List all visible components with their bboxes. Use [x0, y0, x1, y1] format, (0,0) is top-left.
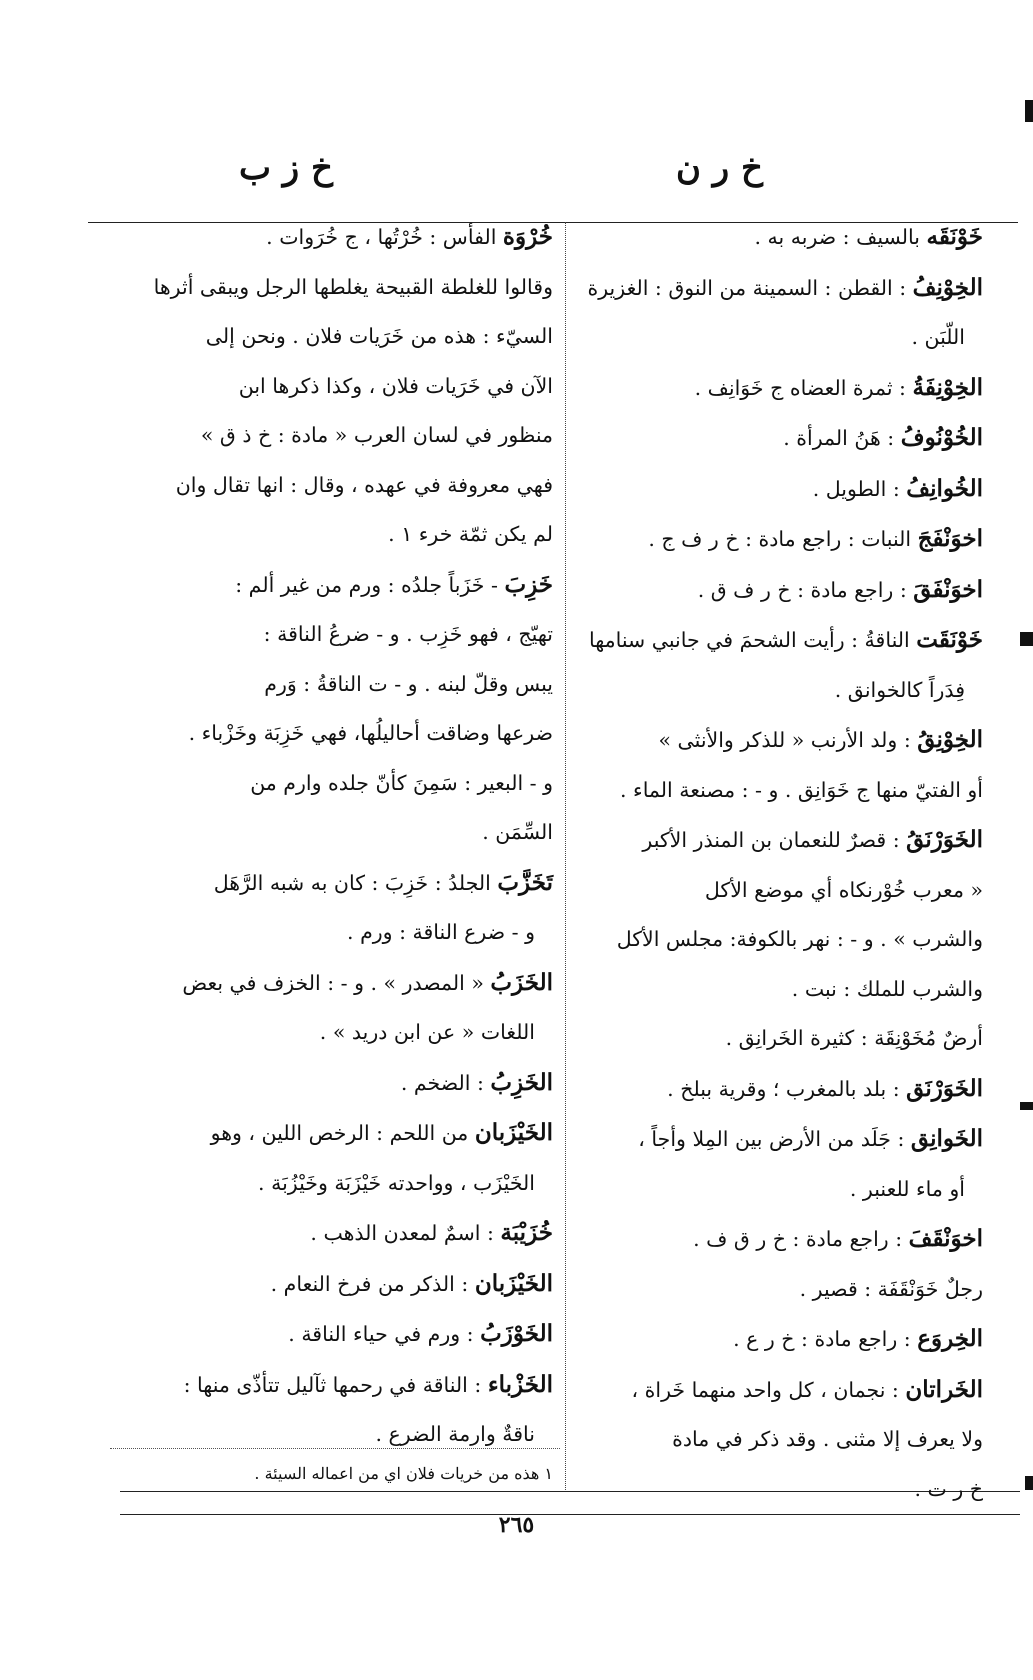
definition-text: : ولد الأرنب « للذكر والأنثى »: [658, 728, 911, 752]
definition-continuation: فهي معروفة في عهده ، وقال : انها تقال وان: [175, 472, 553, 497]
margin-mark: [1020, 632, 1033, 646]
definition-continuation: أو الفتيّ منها ج خَوَانِق . و - : مصنعة الماء .: [620, 777, 983, 802]
definition-text: بالسيف : ضربه به .: [754, 225, 920, 249]
definition-text: : القطن : السمينة من النوق : الغزيرة: [587, 275, 907, 300]
dictionary-entry: [105, 1108, 553, 1159]
definition-continuation: السِّمَن .: [482, 820, 553, 844]
left-column: [105, 212, 553, 1460]
headword: الخَوَرْنَق: [906, 1074, 983, 1102]
dictionary-entry: [105, 263, 553, 313]
definition-text: : الطويل .: [812, 476, 900, 501]
dictionary-entry: [535, 615, 983, 666]
definition-continuation: و - ضرع الناقة : ورم .: [347, 920, 535, 944]
headword: الخُوانِفُ: [906, 474, 983, 502]
definition-text: : راجع مادة : خ ر ع .: [733, 1327, 911, 1351]
dictionary-entry: [535, 1214, 983, 1265]
headword: اخوَنْقَفَ: [908, 1225, 983, 1252]
definition-text: : ورم في حياء الناقة .: [288, 1322, 474, 1346]
definition-text: - خَزَباً جلدُه : ورم من غير ألم :: [235, 572, 498, 597]
dictionary-entry: [535, 1114, 983, 1165]
dictionary-entry: [105, 212, 553, 263]
dictionary-entry: [105, 1360, 553, 1411]
definition-continuation: السيّء : هذه من خَرَيات فلان . ونحن إلى: [205, 324, 553, 348]
dictionary-entry: [105, 1058, 553, 1109]
page-number: ٢٦٥: [498, 1512, 535, 1538]
headword: الخَراتان: [905, 1375, 983, 1403]
headword: اخوَنْفَجَ: [917, 525, 983, 552]
definition-continuation: تهيّج ، فهو خَزِب . و - ضرعُ الناقة :: [263, 622, 553, 646]
definition-continuation: ضرعها وضاقت أحاليلُها، فهي خَزِبَة وخَزْباء .: [188, 721, 553, 745]
dictionary-entry: [105, 858, 553, 909]
definition-text: : نجمان ، كل واحد منهما خَراة ،: [631, 1377, 899, 1402]
headword: خُزَيْبَة: [500, 1219, 553, 1246]
dictionary-entry: [535, 1265, 983, 1315]
definition-text: : جَلَد من الأرض بين المِلا وأجاً ،: [638, 1127, 905, 1151]
definition-text: : راجع مادة : خ ر ق ف .: [693, 1227, 903, 1251]
headword: الخَوْزَبُ: [480, 1320, 553, 1347]
definition-continuation: الخَيْزَب ، وواحدته خَيْزَبَة وخَيْزُبَة .: [258, 1170, 535, 1195]
headword: خُرْوَة: [502, 223, 553, 250]
left-column-header: خ ز ب: [238, 148, 333, 188]
definition-text: الفأس : خُرْتُها ، ج خُرَوات .: [266, 225, 497, 249]
headword: الخِوْنِفُ: [912, 273, 983, 301]
dictionary-entry: [105, 1259, 553, 1310]
margin-mark: [1020, 1102, 1033, 1110]
dictionary-entry: [535, 413, 983, 464]
definition-continuation: الآن في خَرَيات فلان ، وكذا ذكرها ابن: [238, 373, 553, 398]
headword: الخِروَع: [917, 1325, 983, 1352]
headword: الخَزِبُ: [490, 1068, 553, 1096]
headword: الخَزْباء: [487, 1370, 553, 1398]
dictionary-entry: [535, 1314, 983, 1365]
definition-text: : ثمرة العضاه ج خَوَانِف .: [694, 375, 906, 400]
definition-text: أرضٌ مُخَوْنِقَة : كثيرة الخَرانِق .: [725, 1026, 983, 1050]
headword: خَزِبَ: [504, 570, 553, 598]
definition-text: من اللحم : الرخص اللين ، وهو: [210, 1121, 469, 1145]
dictionary-entry: [105, 1309, 553, 1360]
headword: الخُوْنُوفُ: [900, 424, 983, 451]
definition-text: : الذكر من فرخ النعام .: [270, 1271, 469, 1296]
headword: الخِوْنِفَةُ: [912, 373, 983, 401]
dictionary-entry: [105, 1208, 553, 1259]
definition-continuation: ناقةٌ وارمة الضرع .: [375, 1422, 535, 1446]
headword: خَوْنَقَت: [916, 626, 983, 653]
definition-continuation: فِدَراً كالخوانق .: [834, 677, 965, 702]
definition-text: : هَنُ المرأة .: [783, 426, 895, 450]
headword: الخَزَبُ: [490, 968, 553, 996]
definition-text: : اسمٌ لمعدن الذهب .: [310, 1221, 494, 1245]
definition-text: الجلدُ : خَزِبَ : كان به شبه الرَّهَل: [213, 870, 491, 895]
dictionary-entry: [535, 263, 983, 314]
definition-continuation: « معرب خُوْرنكاه أي موضع الأكل: [704, 877, 983, 902]
definition-continuation: اللغات « عن ابن دريد » .: [319, 1020, 535, 1044]
definition-continuation: خ ر ت .: [914, 1476, 983, 1501]
definition-continuation: منظور في لسان العرب « مادة : خ ذ ق »: [200, 423, 553, 447]
dictionary-entry: [535, 565, 983, 616]
definition-continuation: والشرب للملك : نبت .: [791, 976, 983, 1001]
footnote: ١ هذه من خريات فلان اي من اعماله السيئة .: [254, 1464, 553, 1483]
definition-text: : قصرٌ للنعمان بن المنذر الأكبر: [642, 828, 900, 852]
dictionary-entry: [535, 363, 983, 414]
definition-continuation: ولا يعرف إلا مثنى . وقد ذكر في مادة: [672, 1427, 983, 1451]
definition-continuation: و - البعير : سَمِنَ كأنّ جلده وارم من: [250, 770, 553, 795]
margin-mark: [1025, 100, 1033, 122]
definition-text: رجلٌ خَوَنْقَفَة : قصير .: [799, 1276, 983, 1301]
definition-text: : الناقة في رحمها ثآليل تتأذّى منها :: [183, 1372, 482, 1397]
dictionary-entry: [105, 560, 553, 611]
definition-continuation: يبس وقلّ لبنه . و - ت الناقةُ : وَرم: [264, 671, 553, 696]
headword: الخَوانِق: [910, 1125, 983, 1152]
headword: الخَوَرْنَقُ: [906, 826, 983, 853]
dictionary-entry: [535, 1064, 983, 1115]
headword: الخَيْزَبان: [474, 1119, 553, 1146]
headword: خَوْنَقَه: [926, 223, 983, 250]
right-column: [535, 212, 983, 1514]
definition-continuation: اللّبَن .: [911, 325, 965, 349]
dictionary-entry: [105, 958, 553, 1009]
dictionary-entry: [535, 1365, 983, 1416]
headword: الخَيْزَبان: [474, 1269, 553, 1297]
definition-text: النبات : راجع مادة : خ ر ف ج .: [648, 527, 912, 551]
definition-continuation: والشرب » . و - : نهر بالكوفة: مجلس الأكل: [616, 927, 983, 951]
definition-text: الناقةُ : رأيت الشحمَ في جانبي سنامها: [588, 628, 910, 652]
headword: تَخَزَّبَ: [497, 868, 553, 896]
definition-text: وقالوا للغلطة القبيحة يغلطها الرجل ويبقى أثرها: [153, 274, 553, 299]
headword: الخِوْنِقُ: [917, 726, 983, 753]
definition-text: : الضخم .: [400, 1070, 484, 1095]
right-column-header: خ ر ن: [675, 148, 763, 188]
definition-continuation: أو ماء للعنبر .: [849, 1176, 965, 1201]
dictionary-entry: [535, 715, 983, 766]
dictionary-entry: [535, 514, 983, 565]
dictionary-entry: [535, 1014, 983, 1064]
dictionary-entry: [535, 212, 983, 263]
dictionary-entry: [535, 815, 983, 866]
margin-mark: [1025, 1476, 1033, 1490]
headword: اخوَنْفَقَ: [913, 575, 983, 603]
definition-continuation: لم يكن ثمّة خرء ١ .: [388, 522, 553, 546]
definition-text: : بلد بالمغرب ؛ وقرية ببلخ .: [667, 1076, 900, 1101]
definition-text: : راجع مادة : خ ر ف ق .: [697, 577, 907, 602]
dictionary-entry: [535, 464, 983, 515]
definition-text: « المصدر » . و - : الخزف في بعض: [182, 970, 484, 995]
